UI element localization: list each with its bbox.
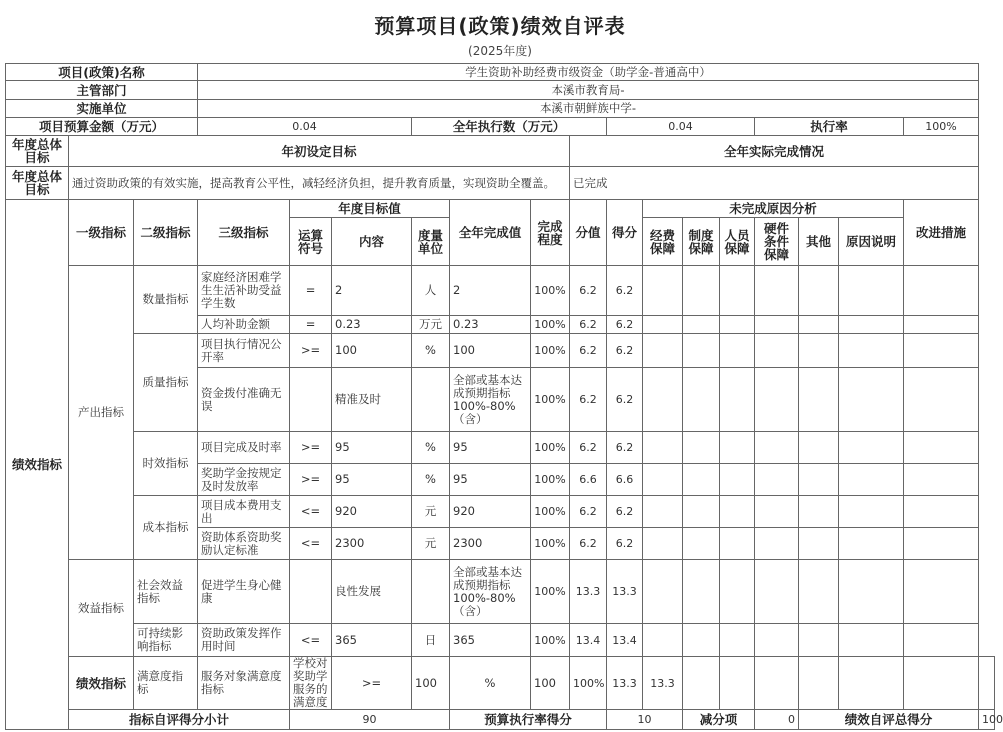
completion-cell: 100% bbox=[531, 432, 570, 464]
got-cell: 13.4 bbox=[607, 624, 643, 657]
op-cell: >= bbox=[290, 432, 332, 464]
initial-goal-header: 年初设定目标 bbox=[69, 136, 570, 167]
indicator-name: 项目执行情况公开率 bbox=[198, 334, 290, 368]
unit-cell: 元 bbox=[412, 496, 450, 528]
reason-cell bbox=[683, 657, 720, 710]
reason-cell bbox=[643, 560, 683, 624]
improve-cell bbox=[904, 560, 979, 624]
reason-cell bbox=[755, 334, 799, 368]
op-cell: = bbox=[290, 316, 332, 334]
actual-cell: 100 bbox=[531, 657, 570, 710]
improve-cell bbox=[904, 624, 979, 657]
content-cell: 100 bbox=[332, 334, 412, 368]
got-cell: 6.2 bbox=[607, 316, 643, 334]
perf-indicator-label-bottom: 绩效指标 bbox=[69, 657, 134, 710]
reason-cell bbox=[643, 368, 683, 432]
actual-cell: 2300 bbox=[450, 528, 531, 560]
reason-cell bbox=[755, 266, 799, 316]
goal-label-2: 年度总体目标 bbox=[6, 167, 69, 200]
table-row bbox=[6, 266, 995, 316]
unit-cell: % bbox=[412, 464, 450, 496]
reason-cell bbox=[799, 334, 839, 368]
page-title: 预算项目(政策)绩效自评表 bbox=[374, 14, 626, 38]
group-social: 社会效益指标 bbox=[134, 560, 198, 624]
reason-cell bbox=[799, 560, 839, 624]
unit-label: 实施单位 bbox=[6, 100, 198, 118]
level2-header: 二级指标 bbox=[134, 200, 198, 266]
reason-cell bbox=[720, 334, 755, 368]
reason-cell bbox=[643, 432, 683, 464]
op-cell bbox=[290, 560, 332, 624]
improve-cell bbox=[904, 368, 979, 432]
initial-goal-text: 通过资助政策的有效实施，提高教育公平性，减轻经济负担，提升教育质量，实现资助全覆盖。 bbox=[69, 167, 570, 200]
deduct-label: 减分项 bbox=[683, 710, 755, 730]
improve-cell bbox=[904, 316, 979, 334]
reason-cell bbox=[755, 368, 799, 432]
reason-cell bbox=[799, 496, 839, 528]
actual-cell: 95 bbox=[450, 464, 531, 496]
reason-hardware-header: 硬件条件保障 bbox=[755, 218, 799, 266]
content-header: 内容 bbox=[332, 218, 412, 266]
exec-label: 全年执行数（万元） bbox=[412, 118, 607, 136]
improve-cell bbox=[979, 657, 995, 710]
reason-cell bbox=[683, 496, 720, 528]
score-cell: 6.2 bbox=[570, 316, 607, 334]
reason-cell bbox=[683, 368, 720, 432]
got-cell: 6.2 bbox=[607, 528, 643, 560]
total-label: 绩效自评总得分 bbox=[799, 710, 979, 730]
reason-cell bbox=[683, 334, 720, 368]
reason-other-header: 其他 bbox=[799, 218, 839, 266]
reason-cell bbox=[643, 334, 683, 368]
reason-cell bbox=[839, 624, 904, 657]
reason-cell bbox=[683, 316, 720, 334]
got-header: 得分 bbox=[607, 200, 643, 266]
content-cell: 365 bbox=[332, 624, 412, 657]
score-cell: 13.3 bbox=[607, 657, 643, 710]
group-output: 产出指标 bbox=[69, 266, 134, 560]
unit-cell bbox=[412, 368, 450, 432]
reason-cell bbox=[643, 316, 683, 334]
completion-cell: 100% bbox=[531, 464, 570, 496]
group-cost: 成本指标 bbox=[134, 496, 198, 560]
improve-cell bbox=[904, 432, 979, 464]
completion-cell: 100% bbox=[531, 528, 570, 560]
op-cell bbox=[290, 368, 332, 432]
indicator-name: 奖助学金按规定及时发放率 bbox=[198, 464, 290, 496]
score-cell: 6.2 bbox=[570, 266, 607, 316]
score-cell: 6.2 bbox=[570, 368, 607, 432]
reason-cell bbox=[799, 266, 839, 316]
reason-cell bbox=[683, 624, 720, 657]
indicator-name: 资助体系资助奖励认定标准 bbox=[198, 528, 290, 560]
reason-cell bbox=[643, 624, 683, 657]
content-cell: 2 bbox=[332, 266, 412, 316]
unit-cell bbox=[412, 560, 450, 624]
actual-cell: 920 bbox=[450, 496, 531, 528]
info-row-unit bbox=[6, 100, 995, 118]
content-cell: 920 bbox=[332, 496, 412, 528]
total-value: 100 bbox=[979, 710, 995, 730]
footer-row bbox=[6, 710, 995, 730]
improve-cell bbox=[904, 496, 979, 528]
deduct-value: 0 bbox=[755, 710, 799, 730]
indicator-name: 资金拨付准确无误 bbox=[198, 368, 290, 432]
reason-cell bbox=[839, 334, 904, 368]
reason-cell bbox=[799, 528, 839, 560]
reason-cell bbox=[755, 432, 799, 464]
completion-cell: 100% bbox=[531, 560, 570, 624]
reason-funding-header: 经费保障 bbox=[643, 218, 683, 266]
reason-cell bbox=[720, 657, 755, 710]
content-cell: 2300 bbox=[332, 528, 412, 560]
indicator-name: 项目完成及时率 bbox=[198, 432, 290, 464]
reason-cell bbox=[839, 368, 904, 432]
reason-cell bbox=[839, 528, 904, 560]
reason-cell bbox=[755, 316, 799, 334]
score-header: 分值 bbox=[570, 200, 607, 266]
budget-label: 项目预算金额（万元） bbox=[6, 118, 198, 136]
indicator-name: 促进学生身心健康 bbox=[198, 560, 290, 624]
dept-label: 主管部门 bbox=[6, 81, 198, 100]
table-row bbox=[6, 432, 995, 464]
exec-value: 0.04 bbox=[607, 118, 755, 136]
reason-cell bbox=[799, 316, 839, 334]
indicator-name: 项目成本费用支出 bbox=[198, 496, 290, 528]
completion-cell: 100% bbox=[531, 266, 570, 316]
group-quality: 质量指标 bbox=[134, 334, 198, 432]
unit-header: 度量单位 bbox=[412, 218, 450, 266]
reason-cell bbox=[683, 464, 720, 496]
table-row bbox=[6, 624, 995, 657]
reason-cell bbox=[755, 560, 799, 624]
reason-cell bbox=[720, 464, 755, 496]
reason-cell bbox=[720, 316, 755, 334]
score-cell: 6.2 bbox=[570, 528, 607, 560]
op-cell: = bbox=[290, 266, 332, 316]
reason-cell bbox=[720, 432, 755, 464]
reason-cell bbox=[755, 464, 799, 496]
got-cell: 6.2 bbox=[607, 496, 643, 528]
reason-cell bbox=[755, 657, 799, 710]
group-sustain: 可持续影响指标 bbox=[134, 624, 198, 657]
op-cell: >= bbox=[332, 657, 412, 710]
subtotal-label: 指标自评得分小计 bbox=[69, 710, 290, 730]
improve-cell bbox=[904, 528, 979, 560]
indicator-name: 人均补助金额 bbox=[198, 316, 290, 334]
content-cell: 0.23 bbox=[332, 316, 412, 334]
actual-cell: 100 bbox=[450, 334, 531, 368]
group-satisfaction: 满意度指标 bbox=[134, 657, 198, 710]
reason-staff-header: 人员保障 bbox=[720, 218, 755, 266]
completion-cell: 100% bbox=[570, 657, 607, 710]
perf-indicator-label: 绩效指标 bbox=[6, 200, 69, 730]
evaluation-table bbox=[5, 63, 1003, 730]
unit-cell: 日 bbox=[412, 624, 450, 657]
op-cell: >= bbox=[290, 334, 332, 368]
op-cell: <= bbox=[290, 528, 332, 560]
reason-cell bbox=[683, 528, 720, 560]
reason-cell bbox=[839, 560, 904, 624]
info-row-project bbox=[6, 64, 995, 81]
got-cell: 13.3 bbox=[607, 560, 643, 624]
reason-cell bbox=[799, 464, 839, 496]
reason-cell bbox=[720, 496, 755, 528]
project-value: 学生资助补助经费市级资金（助学金-普通高中） bbox=[198, 64, 979, 81]
got-cell: 13.3 bbox=[643, 657, 683, 710]
reason-cell bbox=[839, 432, 904, 464]
level1-header: 一级指标 bbox=[69, 200, 134, 266]
budget-score-label: 预算执行率得分 bbox=[450, 710, 607, 730]
unit-value: 本溪市朝鲜族中学- bbox=[198, 100, 979, 118]
actual-cell: 全部或基本达成预期指标100%-80%（含） bbox=[450, 560, 531, 624]
subtotal-value: 90 bbox=[290, 710, 450, 730]
page-subtitle: (2025年度) bbox=[468, 44, 532, 58]
reason-group-header: 未完成原因分析 bbox=[643, 200, 904, 218]
actual-cell: 365 bbox=[450, 624, 531, 657]
improve-header: 改进措施 bbox=[904, 200, 979, 266]
content-cell: 95 bbox=[332, 432, 412, 464]
op-cell: <= bbox=[290, 496, 332, 528]
reason-system-header: 制度保障 bbox=[683, 218, 720, 266]
goal-header-row bbox=[6, 136, 995, 167]
completion-cell: 100% bbox=[531, 334, 570, 368]
reason-cell bbox=[720, 368, 755, 432]
op-header: 运算符号 bbox=[290, 218, 332, 266]
reason-cell bbox=[643, 464, 683, 496]
indicator-name: 家庭经济困难学生生活补助受益学生数 bbox=[198, 266, 290, 316]
reason-cell bbox=[755, 496, 799, 528]
op-cell: >= bbox=[290, 464, 332, 496]
table-row bbox=[6, 334, 995, 368]
indicator-name: 资助政策发挥作用时间 bbox=[198, 624, 290, 657]
reason-cell bbox=[683, 432, 720, 464]
score-cell: 6.2 bbox=[570, 334, 607, 368]
group-timeliness: 时效指标 bbox=[134, 432, 198, 496]
group-benefit: 效益指标 bbox=[69, 560, 134, 657]
got-cell: 6.2 bbox=[607, 368, 643, 432]
info-row-dept bbox=[6, 81, 995, 100]
column-header-row-1 bbox=[6, 200, 995, 218]
content-cell: 精准及时 bbox=[332, 368, 412, 432]
reason-cell bbox=[799, 432, 839, 464]
reason-cell bbox=[720, 266, 755, 316]
reason-cell bbox=[904, 657, 979, 710]
goal-text-row bbox=[6, 167, 995, 200]
actual-completion-text: 已完成 bbox=[570, 167, 979, 200]
reason-cell bbox=[683, 266, 720, 316]
reason-cell bbox=[799, 368, 839, 432]
reason-cell bbox=[839, 464, 904, 496]
group-quantity: 数量指标 bbox=[134, 266, 198, 334]
score-cell: 6.6 bbox=[570, 464, 607, 496]
unit-cell: % bbox=[412, 334, 450, 368]
dept-value: 本溪市教育局- bbox=[198, 81, 979, 100]
rate-label: 执行率 bbox=[755, 118, 904, 136]
improve-cell bbox=[904, 334, 979, 368]
unit-cell: % bbox=[450, 657, 531, 710]
indicator-name: 学校对奖助学服务的满意度 bbox=[290, 657, 332, 710]
completion-cell: 100% bbox=[531, 496, 570, 528]
got-cell: 6.2 bbox=[607, 334, 643, 368]
info-row-budget bbox=[6, 118, 995, 136]
reason-cell bbox=[839, 496, 904, 528]
table-row bbox=[6, 560, 995, 624]
reason-cell bbox=[839, 316, 904, 334]
score-cell: 6.2 bbox=[570, 496, 607, 528]
improve-cell bbox=[904, 464, 979, 496]
content-cell: 良性发展 bbox=[332, 560, 412, 624]
content-cell: 100 bbox=[412, 657, 450, 710]
got-cell: 6.6 bbox=[607, 464, 643, 496]
actual-header: 全年完成值 bbox=[450, 200, 531, 266]
got-cell: 6.2 bbox=[607, 266, 643, 316]
reason-cell bbox=[643, 528, 683, 560]
score-cell: 6.2 bbox=[570, 432, 607, 464]
actual-cell: 95 bbox=[450, 432, 531, 464]
reason-cell bbox=[683, 560, 720, 624]
reason-cell bbox=[799, 624, 839, 657]
table-row bbox=[6, 657, 995, 710]
got-cell: 6.2 bbox=[607, 432, 643, 464]
group-service: 服务对象满意度指标 bbox=[198, 657, 290, 710]
completion-header: 完成程度 bbox=[531, 200, 570, 266]
unit-cell: 人 bbox=[412, 266, 450, 316]
actual-cell: 0.23 bbox=[450, 316, 531, 334]
unit-cell: % bbox=[412, 432, 450, 464]
reason-cell bbox=[643, 496, 683, 528]
completion-cell: 100% bbox=[531, 624, 570, 657]
budget-score-value: 10 bbox=[607, 710, 683, 730]
unit-cell: 元 bbox=[412, 528, 450, 560]
reason-cell bbox=[755, 624, 799, 657]
improve-cell bbox=[904, 266, 979, 316]
reason-cell bbox=[720, 560, 755, 624]
reason-cell bbox=[839, 266, 904, 316]
goal-label: 年度总体目标 bbox=[6, 136, 69, 167]
reason-cell bbox=[720, 528, 755, 560]
op-cell: <= bbox=[290, 624, 332, 657]
unit-cell: 万元 bbox=[412, 316, 450, 334]
content-cell: 95 bbox=[332, 464, 412, 496]
reason-cell bbox=[643, 266, 683, 316]
completion-cell: 100% bbox=[531, 368, 570, 432]
reason-note-header: 原因说明 bbox=[839, 218, 904, 266]
target-group-header: 年度目标值 bbox=[290, 200, 450, 218]
reason-cell bbox=[799, 657, 839, 710]
actual-completion-header: 全年实际完成情况 bbox=[570, 136, 979, 167]
level3-header: 三级指标 bbox=[198, 200, 290, 266]
budget-value: 0.04 bbox=[198, 118, 412, 136]
table-row bbox=[6, 496, 995, 528]
project-label: 项目(政策)名称 bbox=[6, 64, 198, 81]
actual-cell: 2 bbox=[450, 266, 531, 316]
reason-cell bbox=[839, 657, 904, 710]
actual-cell: 全部或基本达成预期指标100%-80%（含） bbox=[450, 368, 531, 432]
score-cell: 13.3 bbox=[570, 560, 607, 624]
score-cell: 13.4 bbox=[570, 624, 607, 657]
reason-cell bbox=[720, 624, 755, 657]
rate-value: 100% bbox=[904, 118, 979, 136]
reason-cell bbox=[755, 528, 799, 560]
completion-cell: 100% bbox=[531, 316, 570, 334]
